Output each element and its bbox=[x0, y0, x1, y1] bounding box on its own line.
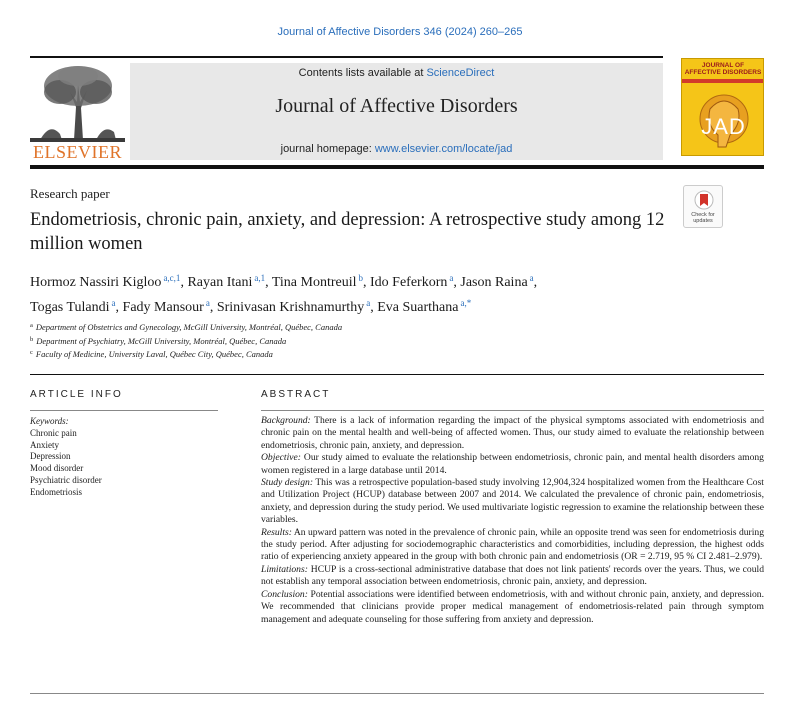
author-list: Hormoz Nassiri Kigloo $^{a,c,1}$, Rayan Itani $^{a,1}$, Tina Montreuil $^b$, Ido Feferkorn $^a$, Jason Raina $^a$, Togas Tulandi $^a$, Fady Mansour $^a$, Srinivasan Krishnamurthy $^a$, Eva Suarthana $^{a,*}$ bbox=[30, 273, 538, 315]
homepage-line bbox=[130, 143, 663, 155]
check-for-updates-button[interactable] bbox=[683, 185, 723, 228]
cover-letters: JAD bbox=[701, 114, 746, 139]
author[interactable]: Togas Tulandi $^a$ bbox=[30, 298, 116, 315]
keyword[interactable]: Anxiety bbox=[30, 439, 59, 450]
abstract-conclusion: Conclusion: Potential associations were identified between endometriosis, with and without chronic pain, anxiety, and depression. We recommended that clinicians provide proper medical management of endometriosis-related pain through symptom management and adequate counseling for those suffering from anxiety and depression. bbox=[261, 588, 765, 625]
author[interactable]: Jason Raina $^a$ bbox=[460, 273, 534, 290]
author[interactable]: Tina Montreuil $^b$ bbox=[271, 273, 364, 290]
homepage-prefix: journal homepage: bbox=[280, 143, 375, 155]
bottom-divider bbox=[30, 693, 764, 694]
abstract-body bbox=[261, 415, 764, 626]
journal-reference[interactable]: Journal of Affective Disorders 346 (2024) 260–265 bbox=[277, 26, 523, 38]
affiliations bbox=[30, 320, 750, 361]
keywords-block bbox=[30, 416, 220, 499]
abstract-objective: Objective: Our study aimed to evaluate the relationship between endometriosis, chronic pain, and mental health disorders among women registered in a large database until 2014. bbox=[261, 452, 764, 476]
keywords-label: Keywords: bbox=[30, 416, 69, 426]
affiliation: $^a$ Department of Obstetrics and Gynecology, McGill University, Montréal, Québec, Canada bbox=[30, 322, 343, 332]
keyword[interactable]: Mood disorder bbox=[30, 463, 84, 474]
cover-strip bbox=[682, 79, 764, 83]
contents-prefix: Contents lists available at bbox=[298, 67, 427, 79]
check-for-updates-label: Check for updates bbox=[691, 212, 715, 224]
paper-type: Research paper bbox=[30, 186, 110, 201]
article-info-divider bbox=[30, 410, 218, 411]
abstract-heading: ABSTRACT bbox=[261, 389, 331, 400]
contents-line bbox=[130, 67, 663, 79]
author[interactable]: Eva Suarthana $^{a,*}$ bbox=[377, 298, 472, 315]
article-info-heading: ARTICLE INFO bbox=[30, 389, 123, 400]
section-divider bbox=[30, 374, 764, 375]
author[interactable]: Fady Mansour $^a$ bbox=[122, 298, 210, 315]
bookmark-icon bbox=[694, 190, 714, 212]
journal-homepage-link[interactable]: www.elsevier.com/locate/jad bbox=[374, 143, 513, 155]
abstract-background: Background: There is a lack of information regarding the impact of the physical symptoms associated with endometriosis and chronic pain on the mental health and well-being of affected women. Thus, our study aimed to evaluate the relationship between endometriosis, chronic pain, anxiety, and depression. bbox=[261, 415, 764, 451]
header-divider bbox=[30, 165, 764, 169]
abstract-study-design: Study design: This was a retrospective population-based study involving 12,904,324 hospitalized women from the Healthcare Cost and Utilization Project (HCUP) database between 2007 and 2014. We calculated the prevalence of chronic pain, endometriosis, anxiety, and depression during the study period. We used multivariate logistic regression to examine the relationship between these variables. bbox=[261, 477, 764, 526]
journal-title: Journal of Affective Disorders bbox=[275, 95, 518, 117]
cover-title: JOURNAL OF AFFECTIVE DISORDERS bbox=[684, 62, 762, 76]
abstract-limitations: Limitations: HCUP is a cross-sectional administrative database that does not link patients' records over the years. Thus, we could not establish any temporal association between endometriosis, chronic pain, anxiety, and depression. bbox=[261, 563, 764, 588]
keyword[interactable]: Chronic pain bbox=[30, 427, 77, 438]
keyword[interactable]: Psychiatric disorder bbox=[30, 474, 102, 485]
author[interactable]: Ido Feferkorn $^a$ bbox=[370, 273, 454, 290]
abstract-divider bbox=[261, 410, 764, 411]
sciencedirect-link[interactable]: ScienceDirect bbox=[426, 67, 495, 79]
keyword[interactable]: Depression bbox=[30, 451, 71, 462]
keyword[interactable]: Endometriosis bbox=[30, 486, 82, 497]
top-divider bbox=[30, 56, 663, 58]
journal-cover-thumbnail[interactable] bbox=[681, 58, 764, 156]
journal-header-band bbox=[130, 63, 663, 160]
affiliation: $^b$ Department of Psychiatry, McGill University, Montréal, Québec, Canada bbox=[30, 335, 287, 346]
author[interactable]: Srinivasan Krishnamurthy $^a$ bbox=[216, 298, 371, 315]
elsevier-wordmark[interactable]: ELSEVIER bbox=[33, 142, 122, 162]
abstract-results: Results: An upward pattern was noted in the prevalence of chronic pain, while an opposite trend was seen for endometriosis during the study period. After adjusting for sociodemographic characteristics and comorbidities, including depression, the highest odds ratio of experiencing anxiety appeared in the group with both chronic pain and endometriosis (OR = 2.719, 95 % CI 2.481–2.979). bbox=[261, 526, 764, 563]
article-title: Endometriosis, chronic pain, anxiety, and depression: A retrospective study among 12 million women bbox=[30, 210, 665, 254]
affiliation: $^c$ Faculty of Medicine, University Laval, Québec City, Québec, Canada bbox=[30, 349, 273, 359]
author[interactable]: Hormoz Nassiri Kigloo $^{a,c,1}$ bbox=[30, 273, 181, 290]
author[interactable]: Rayan Itani $^{a,1}$ bbox=[187, 273, 266, 290]
